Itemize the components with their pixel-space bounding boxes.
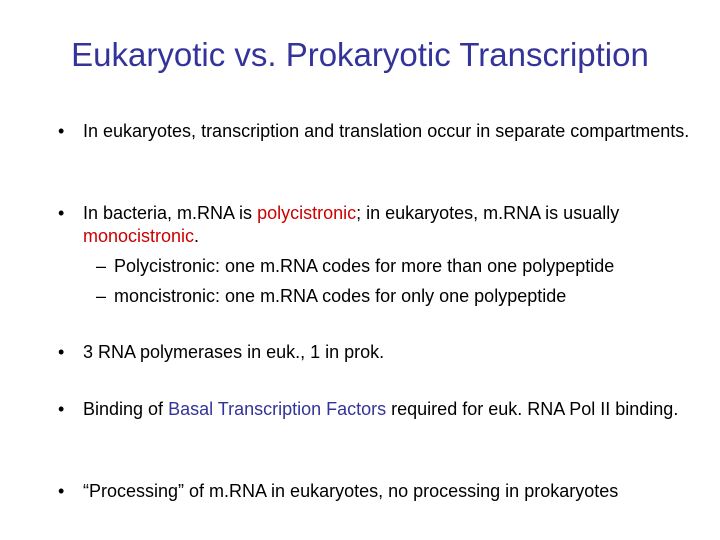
bullet-text-part: Binding of — [83, 399, 169, 419]
monocistronic-highlight: monocistronic — [83, 226, 195, 246]
subpoint-text: moncistronic: one m.RNA codes for only one polypeptide — [114, 286, 567, 306]
bullet-separate-compartments — [58, 120, 698, 143]
bullet-text — [83, 202, 698, 248]
subpoint-text: Polycistronic: one m.RNA codes for more than one polypeptide — [114, 256, 615, 276]
bullet-marker: • — [58, 399, 65, 419]
subpoint-moncistronic — [96, 285, 698, 308]
bullet-text: “Processing” of m.RNA in eukaryotes, no processing in prokaryotes — [83, 481, 619, 501]
bullet-text: In eukaryotes, transcription and translation occur in separate compartments. — [83, 121, 690, 141]
bullet-text — [83, 398, 698, 421]
bullet-marker: • — [58, 203, 65, 223]
bullet-text: 3 RNA polymerases in euk., 1 in prok. — [83, 342, 385, 362]
bullet-text-part: . — [194, 226, 200, 246]
subpoint-polycistronic — [96, 255, 698, 278]
bullet-marker: • — [58, 342, 65, 362]
subpoint-marker: – — [96, 286, 107, 306]
polycistronic-highlight: polycistronic — [257, 203, 357, 223]
bullet-marker: • — [58, 481, 65, 501]
bullet-rna-polymerases — [58, 341, 698, 364]
bullet-text-part: ; in eukaryotes, m.RNA is usually — [356, 203, 620, 223]
bullet-mrna-processing — [58, 480, 698, 503]
bullet-text-part: In bacteria, m.RNA is — [83, 203, 258, 223]
bullet-text-part: required for euk. RNA Pol II binding. — [386, 399, 679, 419]
bullet-basal-transcription-factors — [58, 398, 698, 421]
basal-transcription-factors-highlight: Basal Transcription Factors — [168, 399, 387, 419]
bullet-marker: • — [58, 121, 65, 141]
subpoint-marker: – — [96, 256, 107, 276]
slide-title: Eukaryotic vs. Prokaryotic Transcription — [71, 36, 649, 73]
bullet-mrna-cistronic — [58, 202, 698, 308]
